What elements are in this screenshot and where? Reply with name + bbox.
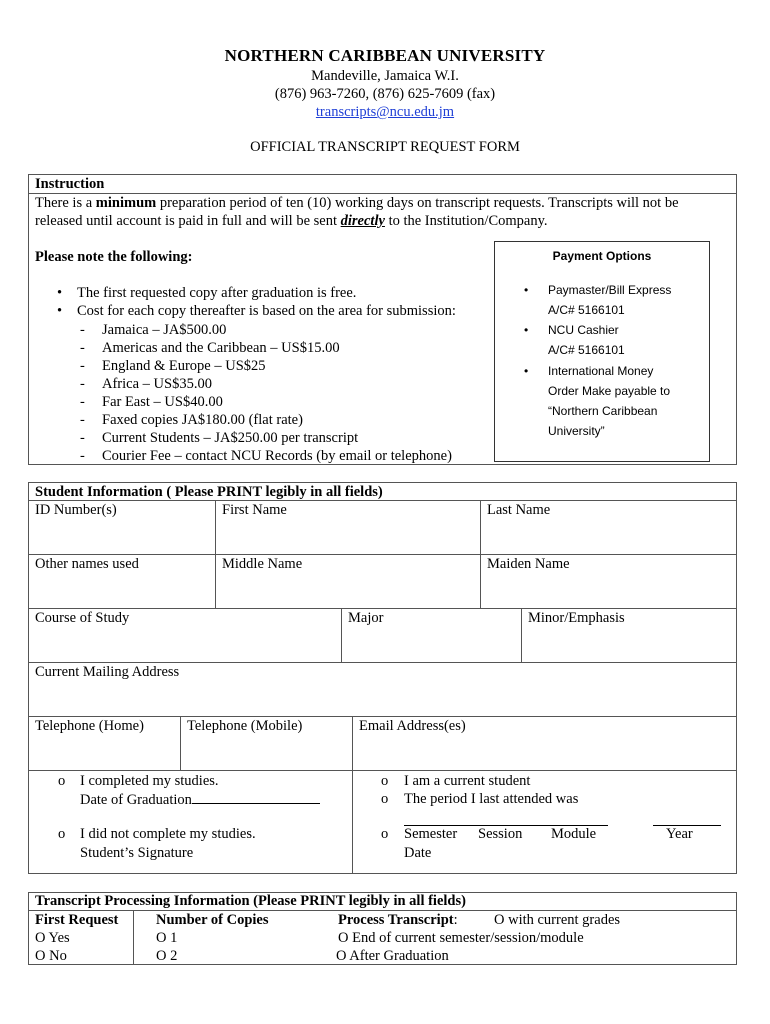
instruction-line-2: released until account is paid in full and will be sent directly to the Institution/Company. bbox=[35, 213, 548, 229]
completed-option[interactable]: o I completed my studies. bbox=[58, 773, 219, 789]
payment-option-3-line3: “Northern Caribbean bbox=[548, 404, 658, 418]
telephone-mobile-field[interactable]: Telephone (Mobile) bbox=[187, 718, 303, 734]
fee-item: - England & Europe – US$25 bbox=[80, 358, 266, 374]
payment-option-3: International Money bbox=[548, 364, 654, 378]
process-after-graduation[interactable]: O After Graduation bbox=[336, 948, 449, 964]
instruction-divider bbox=[28, 193, 737, 194]
process-end-of-term[interactable]: O End of current semester/session/module bbox=[338, 930, 584, 946]
radio-circle-icon: o bbox=[58, 773, 66, 789]
maiden-name-field[interactable]: Maiden Name bbox=[487, 556, 570, 572]
col-divider bbox=[352, 716, 353, 874]
minor-field[interactable]: Minor/Emphasis bbox=[528, 610, 625, 626]
middle-name-field[interactable]: Middle Name bbox=[222, 556, 303, 572]
row-divider bbox=[28, 554, 737, 555]
payment-option-2: NCU Cashier bbox=[548, 323, 619, 337]
payment-bullet-icon: • bbox=[524, 323, 529, 337]
institution-name: NORTHERN CARIBBEAN UNIVERSITY bbox=[224, 46, 546, 65]
note-bullet-1: • The first requested copy after graduation is free. bbox=[57, 285, 357, 301]
radio-circle-icon: o bbox=[58, 826, 66, 842]
col-divider bbox=[521, 608, 522, 662]
first-request-label: First Request bbox=[35, 912, 119, 928]
col-divider bbox=[180, 716, 181, 770]
col-divider bbox=[341, 608, 342, 662]
col-divider bbox=[215, 500, 216, 608]
id-number-field[interactable]: ID Number(s) bbox=[35, 502, 117, 518]
note-bullet-2: • Cost for each copy thereafter is based on the area for submission: bbox=[57, 303, 456, 319]
module-label: Module bbox=[551, 826, 597, 842]
email-address-field[interactable]: Email Address(es) bbox=[359, 718, 466, 734]
payment-bullet-icon: • bbox=[524, 364, 529, 378]
radio-circle-icon: o bbox=[381, 826, 389, 842]
fee-item: - Faxed copies JA$180.00 (flat rate) bbox=[80, 412, 303, 428]
last-name-field[interactable]: Last Name bbox=[487, 502, 551, 518]
payment-option-1: Paymaster/Bill Express bbox=[548, 283, 672, 297]
payment-bullet-icon: • bbox=[524, 283, 529, 297]
row-divider bbox=[28, 770, 737, 771]
email-line bbox=[0, 104, 770, 121]
major-field[interactable]: Major bbox=[348, 610, 384, 626]
payment-option-3-line4: University” bbox=[548, 424, 605, 438]
instruction-heading: Instruction bbox=[35, 176, 105, 192]
first-name-field[interactable]: First Name bbox=[222, 502, 287, 518]
row-divider bbox=[28, 608, 737, 609]
transcripts-email-link[interactable]: transcripts@ncu.edu.jm bbox=[315, 104, 455, 120]
note-heading: Please note the following: bbox=[35, 249, 193, 265]
institution-phone: (876) 963-7260, (876) 625-7609 (fax) bbox=[274, 86, 496, 102]
col-divider bbox=[480, 500, 481, 608]
radio-circle-icon: o bbox=[381, 791, 389, 807]
radio-circle-icon: o bbox=[381, 773, 389, 789]
other-names-field[interactable]: Other names used bbox=[35, 556, 139, 572]
not-completed-option[interactable]: o I did not complete my studies. bbox=[58, 826, 256, 842]
row-divider bbox=[28, 910, 737, 911]
fee-list bbox=[78, 321, 452, 465]
row-divider bbox=[28, 716, 737, 717]
graduation-date-field[interactable]: Date of Graduation bbox=[80, 791, 320, 809]
current-student-option[interactable]: o I am a current student bbox=[381, 773, 531, 789]
payment-option-1-account: A/C# 5166101 bbox=[548, 303, 625, 317]
row-divider bbox=[28, 662, 737, 663]
payment-option-2-account: A/C# 5166101 bbox=[548, 343, 625, 357]
copies-option-2[interactable]: O 2 bbox=[156, 948, 178, 964]
copies-option-1[interactable]: O 1 bbox=[156, 930, 178, 946]
mailing-address-field[interactable]: Current Mailing Address bbox=[35, 664, 180, 680]
first-request-no[interactable]: O No bbox=[35, 948, 67, 964]
date-label: Date bbox=[404, 845, 432, 861]
fee-item: - Africa – US$35.00 bbox=[80, 376, 212, 392]
payment-option-3-line2: Order Make payable to bbox=[548, 384, 671, 398]
form-title: OFFICIAL TRANSCRIPT REQUEST FORM bbox=[250, 139, 520, 155]
session-label: Session bbox=[478, 826, 523, 842]
course-of-study-field[interactable]: Course of Study bbox=[35, 610, 130, 626]
fee-item: - Jamaica – JA$500.00 bbox=[80, 322, 227, 338]
fee-item: - Americas and the Caribbean – US$15.00 bbox=[80, 340, 340, 356]
period-bullet bbox=[381, 826, 388, 843]
copies-label: Number of Copies bbox=[156, 912, 269, 928]
signature-field[interactable]: Student’s Signature bbox=[80, 845, 194, 861]
last-attended-option[interactable]: o The period I last attended was bbox=[381, 791, 579, 807]
year-label: Year bbox=[666, 826, 693, 842]
fee-item: - Far East – US$40.00 bbox=[80, 394, 223, 410]
fee-item: - Current Students – JA$250.00 per transcript bbox=[80, 430, 359, 446]
instruction-line-1: There is a minimum preparation period of ten (10) working days on transcript requests. Transcripts will not be bbox=[35, 195, 679, 211]
row-divider bbox=[28, 500, 737, 501]
fee-item: - Courier Fee – contact NCU Records (by email or telephone) bbox=[80, 448, 452, 464]
col-divider bbox=[133, 910, 134, 965]
telephone-home-field[interactable]: Telephone (Home) bbox=[35, 718, 144, 734]
payment-options-title: Payment Options bbox=[552, 249, 652, 263]
processing-heading: Transcript Processing Information (Please PRINT legibly in all fields) bbox=[35, 893, 466, 909]
student-info-heading: Student Information ( Please PRINT legibly in all fields) bbox=[35, 484, 383, 500]
semester-label: Semester bbox=[404, 826, 458, 842]
first-request-yes[interactable]: O Yes bbox=[35, 930, 70, 946]
process-current-grades[interactable]: O with current grades bbox=[494, 912, 621, 928]
institution-location: Mandeville, Jamaica W.I. bbox=[311, 68, 459, 84]
process-transcript-label: Process Transcript: bbox=[338, 912, 458, 928]
